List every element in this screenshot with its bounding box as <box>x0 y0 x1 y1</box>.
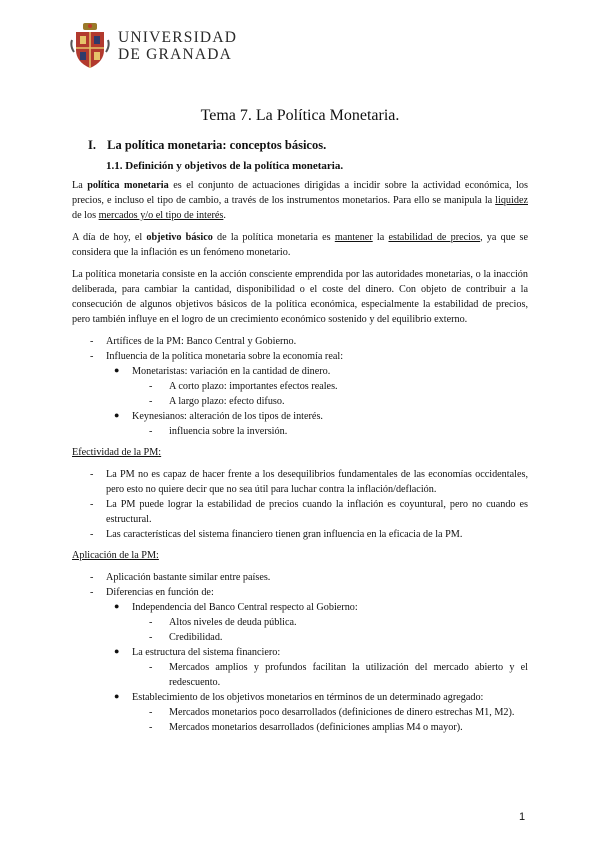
list-item: - Influencia de la política monetaria sobre la economía real: ● Monetaristas: variación en la cantidad de dinero. - A corto plazo: importantes efectos reales. - A largo plazo: efecto difuso. ● Keynesianos: alteración de los tipos de interés. - influencia sobre la inversión. <box>72 349 528 439</box>
paragraph-description: La política monetaria consiste en la acción consciente emprendida por las autoridades monetarias, o la inacción deliberada, para cambiar la cantidad, disponibilidad o el coste del dinero. Con objeto de contribuir a la consecución de algunos objetivos básicos de la política económica, especialmente la estabilidad de precios, pero también influye en el logro de un crecimiento económico sostenido y del equilibrio externo. <box>72 269 528 325</box>
list-item: - Mercados monetarios desarrollados (definiciones amplias M4 o mayor). <box>149 722 463 733</box>
section-heading <box>88 138 326 153</box>
list-item: - A largo plazo: efecto difuso. <box>149 396 285 407</box>
list-item: - Credibilidad. <box>149 632 223 643</box>
university-crest-icon <box>70 22 110 70</box>
list-item: - Altos niveles de deuda pública. <box>149 617 297 628</box>
list-item: - Las características del sistema financiero tienen gran influencia en la eficacia de la PM. <box>90 529 463 540</box>
university-name-line2: DE GRANADA <box>118 46 233 63</box>
section-title: La política monetaria: conceptos básicos. <box>107 138 327 152</box>
document-body <box>72 178 528 741</box>
list-efectividad <box>72 467 528 542</box>
subsection-heading: 1.1. Definición y objetivos de la política monetaria. <box>106 160 344 172</box>
university-name <box>118 29 237 63</box>
list-item: - Mercados monetarios poco desarrollados (definiciones de dinero estrechas M1, M2). <box>149 707 515 718</box>
university-header <box>70 20 237 72</box>
list-item: ● La estructura del sistema financiero: - Mercados amplios y profundos facilitan la utilización del mercado abierto y el redescuento. <box>114 646 528 688</box>
list-aplicacion <box>72 570 528 735</box>
aplicacion-heading: Aplicación de la PM: <box>72 550 159 561</box>
list-item: - La PM no es capaz de hacer frente a los desequilibrios fundamentales de las economías occidentales, pero esto no quiere decir que no sea útil para luchar contra la inflación/deflación. <box>90 469 528 495</box>
list-item: ● Establecimiento de los objetivos monetarios en términos de un determinado agregado: - Mercados monetarios poco desarrollados (definiciones de dinero estrechas M1, M2). - Mercados monetarios desarrollados (definiciones amplias M4 o mayor). <box>106 690 528 735</box>
list-actors <box>72 334 528 439</box>
efectividad-heading: Efectividad de la PM: <box>72 447 162 458</box>
page-title: Tema 7. La Política Monetaria. <box>200 107 400 124</box>
list-item: - Diferencias en función de: ● Independencia del Banco Central respecto al Gobierno: - Altos niveles de deuda pública. - Credibilidad. ● La estructura del sistema financiero: - Mercados amplios y profundos facilitan la utilización del mercado abierto y el redescuento. ● Establecimiento de los objetivos monetarios en términos de un determinado agregado: - Mercados monetarios poco desarrollados (definiciones de dinero estrechas M1, M2). - Mercados monetarios desarrollados (definiciones amplias M4 o mayor). <box>90 587 528 733</box>
paragraph-definition: La política monetaria es el conjunto de actuaciones dirigidas a incidir sobre la actividad económica, los precios, e incluso el tipo de cambio, a través de los instrumentos monetarios. Para ello se manipula la liquidez de los mercados y/o el tipo de interés. <box>72 180 528 221</box>
list-item: ● Independencia del Banco Central respecto al Gobierno: - Altos niveles de deuda pública. - Credibilidad. <box>106 600 528 645</box>
list-item: - Artífices de la PM: Banco Central y Gobierno. <box>90 336 297 347</box>
paragraph-objective: A día de hoy, el objetivo básico de la política monetaria es mantener la estabilidad de precios, ya que se considera que la inflación es un fenómeno monetario. <box>72 232 529 258</box>
section-number: I. <box>88 138 96 152</box>
university-name-line1: UNIVERSIDAD <box>118 29 238 46</box>
list-item: - La PM puede lograr la estabilidad de precios cuando la inflación es coyuntural, pero no cuando es estructural. <box>90 499 528 525</box>
list-item: ● Monetaristas: variación en la cantidad de dinero. - A corto plazo: importantes efectos reales. - A largo plazo: efecto difuso. <box>106 364 528 409</box>
list-item: - Mercados amplios y profundos facilitan la utilización del mercado abierto y el redescuento. <box>149 662 528 688</box>
page-number: 1 <box>519 811 526 823</box>
list-item: - A corto plazo: importantes efectos reales. <box>149 381 338 392</box>
list-item: - influencia sobre la inversión. <box>149 426 288 437</box>
list-item: ● Keynesianos: alteración de los tipos de interés. - influencia sobre la inversión. <box>106 409 528 439</box>
list-item: - Aplicación bastante similar entre países. <box>90 572 271 583</box>
